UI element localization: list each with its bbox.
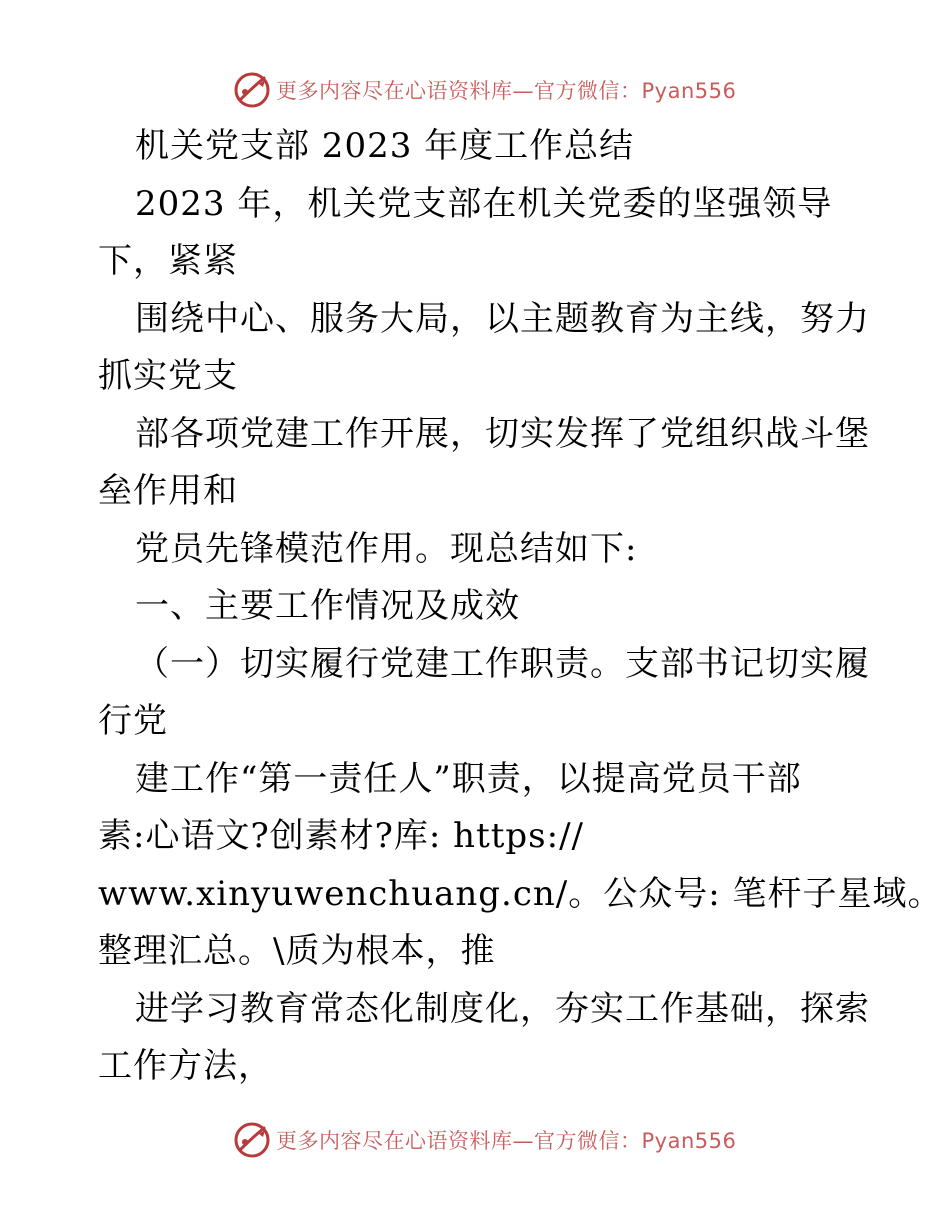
- paragraph-line: 围绕中心、服务大局，以主题教育为主线，努力: [135, 298, 870, 339]
- footer-banner-text: 更多内容尽在心语资料库—官方微信：Pyan556: [276, 1129, 737, 1153]
- paragraph-line: 垒作用和: [98, 471, 238, 511]
- paragraph-line: 下，紧紧: [98, 241, 238, 281]
- header-banner: [232, 70, 736, 110]
- footer-banner: [232, 1120, 736, 1160]
- section-heading: 一、主要工作情况及成效: [135, 586, 520, 626]
- document-title: 机关党支部 2023 年度工作总结: [135, 126, 635, 166]
- paragraph-line: 部各项党建工作开展，切实发挥了党组织战斗堡: [135, 413, 870, 454]
- paragraph-line: 工作方法，: [98, 1046, 273, 1086]
- header-banner-text: 更多内容尽在心语资料库—官方微信：Pyan556: [276, 79, 737, 103]
- document-body: [98, 118, 943, 1096]
- paragraph-line: 行党: [98, 701, 168, 741]
- pen-logo-icon: [232, 70, 272, 110]
- paragraph-line: www.xinyuwenchuang.cn/。公众号: 笔杆子星域。: [98, 873, 943, 914]
- paragraph-line: 抓实党支: [98, 356, 238, 396]
- subsection-heading: （一）切实履行党建工作职责。支部书记切实履: [135, 643, 870, 684]
- paragraph-line: 整理汇总。\质为根本，推: [98, 931, 496, 971]
- paragraph-line: 素:心语文?创素材?库: https://: [98, 816, 584, 856]
- paragraph-line: 建工作“第一责任人”职责，以提高党员干部: [135, 758, 802, 799]
- paragraph-line: 2023 年，机关党支部在机关党委的坚强领导: [135, 183, 833, 224]
- paragraph-line: 党员先锋模范作用。现总结如下:: [135, 528, 638, 569]
- paragraph-line: 进学习教育常态化制度化，夯实工作基础，探索: [135, 988, 870, 1029]
- pen-logo-icon: [232, 1120, 272, 1160]
